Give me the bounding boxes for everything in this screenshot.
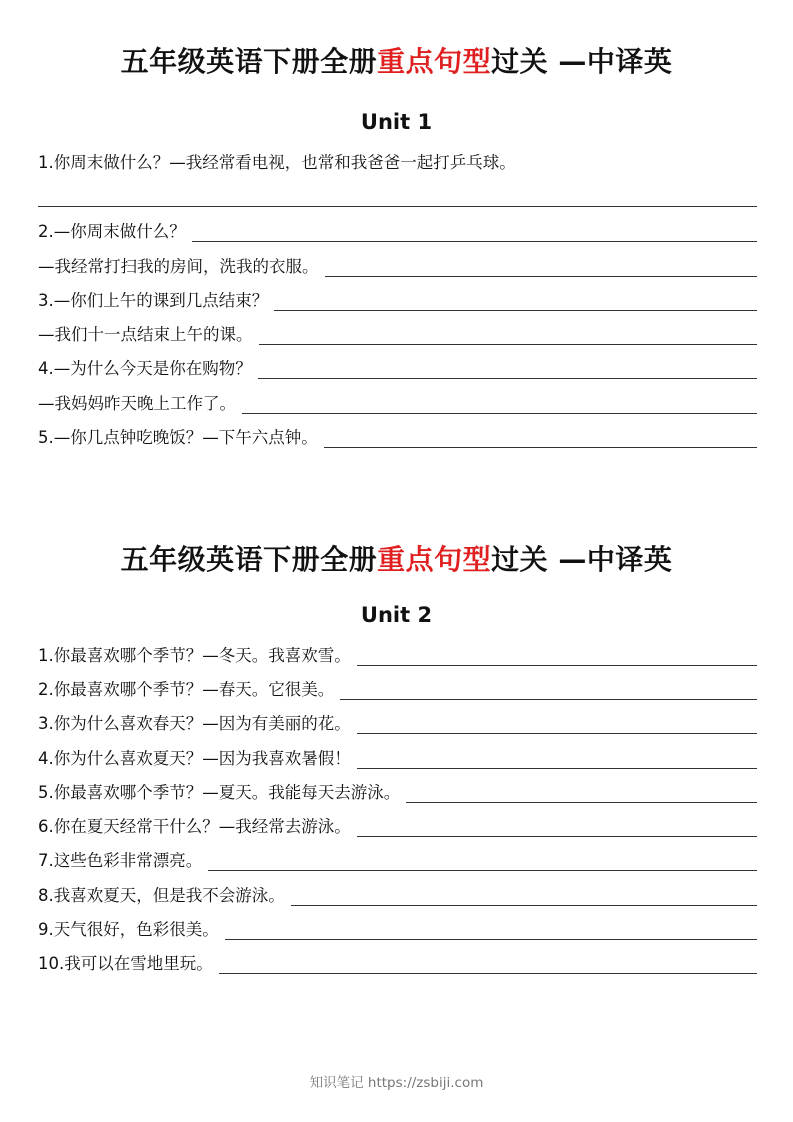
question-text: 4.—为什么今天是你在购物？ bbox=[38, 359, 252, 378]
question-item bbox=[38, 851, 757, 871]
title-suffix: 过关 —中译英 bbox=[491, 543, 673, 576]
answer-line[interactable] bbox=[242, 396, 757, 414]
question-item bbox=[38, 428, 757, 448]
question-text: 8.我喜欢夏天，但是我不会游泳。 bbox=[38, 886, 285, 905]
question-text: 1.你最喜欢哪个季节？—冬天。我喜欢雪。 bbox=[38, 646, 351, 665]
answer-line[interactable] bbox=[357, 716, 757, 734]
question-text: 5.—你几点钟吃晚饭？—下午六点钟。 bbox=[38, 428, 318, 447]
question-item bbox=[38, 886, 757, 906]
footer-watermark: 知识笔记 https://zsbiji.com bbox=[309, 1075, 484, 1091]
answer-line[interactable] bbox=[219, 956, 757, 974]
question-text: —我们十一点结束上午的课。 bbox=[38, 325, 253, 344]
question-text: 2.—你周末做什么？ bbox=[38, 222, 186, 241]
answer-line[interactable] bbox=[357, 819, 757, 837]
question-text: 9.天气很好，色彩很美。 bbox=[38, 920, 219, 939]
question-item bbox=[38, 817, 757, 837]
question-item bbox=[38, 749, 757, 769]
question-item bbox=[38, 954, 757, 974]
question-item bbox=[38, 257, 757, 277]
title-highlight: 重点句型 bbox=[377, 543, 492, 576]
unit-heading: Unit 1 bbox=[360, 110, 433, 134]
unit-heading: Unit 2 bbox=[360, 603, 433, 627]
answer-line[interactable] bbox=[258, 361, 757, 379]
question-item bbox=[38, 222, 757, 242]
question-text: 3.你为什么喜欢春天？—因为有美丽的花。 bbox=[38, 714, 351, 733]
answer-line[interactable] bbox=[192, 224, 757, 242]
answer-line[interactable] bbox=[357, 751, 757, 769]
answer-line[interactable] bbox=[259, 327, 758, 345]
question-item bbox=[38, 291, 757, 311]
answer-line[interactable] bbox=[291, 888, 757, 906]
answer-line[interactable] bbox=[38, 206, 757, 207]
title-prefix: 五年级英语下册全册 bbox=[120, 543, 378, 576]
question-text: 6.你在夏天经常干什么？—我经常去游泳。 bbox=[38, 817, 351, 836]
question-item bbox=[38, 153, 757, 173]
answer-line[interactable] bbox=[274, 293, 757, 311]
question-item bbox=[38, 714, 757, 734]
question-item bbox=[38, 680, 757, 700]
question-text: 1.你周末做什么？—我经常看电视，也常和我爸爸一起打乒乓球。 bbox=[38, 153, 516, 172]
title-suffix: 过关 —中译英 bbox=[491, 45, 673, 78]
question-text: 7.这些色彩非常漂亮。 bbox=[38, 851, 203, 870]
question-text: —我经常打扫我的房间，洗我的衣服。 bbox=[38, 257, 319, 276]
question-text: 2.你最喜欢哪个季节？—春天。它很美。 bbox=[38, 680, 335, 699]
question-text: 4.你为什么喜欢夏天？—因为我喜欢暑假！ bbox=[38, 749, 351, 768]
answer-line[interactable] bbox=[324, 430, 757, 448]
question-text: —我妈妈昨天晚上工作了。 bbox=[38, 394, 236, 413]
answer-line[interactable] bbox=[208, 853, 757, 871]
title-highlight: 重点句型 bbox=[377, 45, 492, 78]
worksheet-title bbox=[0, 40, 793, 80]
question-item bbox=[38, 783, 757, 803]
answer-line[interactable] bbox=[325, 259, 758, 277]
answer-line[interactable] bbox=[406, 785, 757, 803]
question-text: 3.—你们上午的课到几点结束？ bbox=[38, 291, 269, 310]
answer-line[interactable] bbox=[225, 922, 757, 940]
question-text: 5.你最喜欢哪个季节？—夏天。我能每天去游泳。 bbox=[38, 783, 401, 802]
answer-line[interactable] bbox=[340, 682, 757, 700]
question-item bbox=[38, 325, 757, 345]
question-item bbox=[38, 646, 757, 666]
title-prefix: 五年级英语下册全册 bbox=[120, 45, 378, 78]
worksheet-title bbox=[0, 538, 793, 578]
question-item bbox=[38, 920, 757, 940]
question-text: 10.我可以在雪地里玩。 bbox=[38, 954, 213, 973]
answer-line[interactable] bbox=[357, 648, 757, 666]
question-item bbox=[38, 359, 757, 379]
question-item bbox=[38, 394, 757, 414]
